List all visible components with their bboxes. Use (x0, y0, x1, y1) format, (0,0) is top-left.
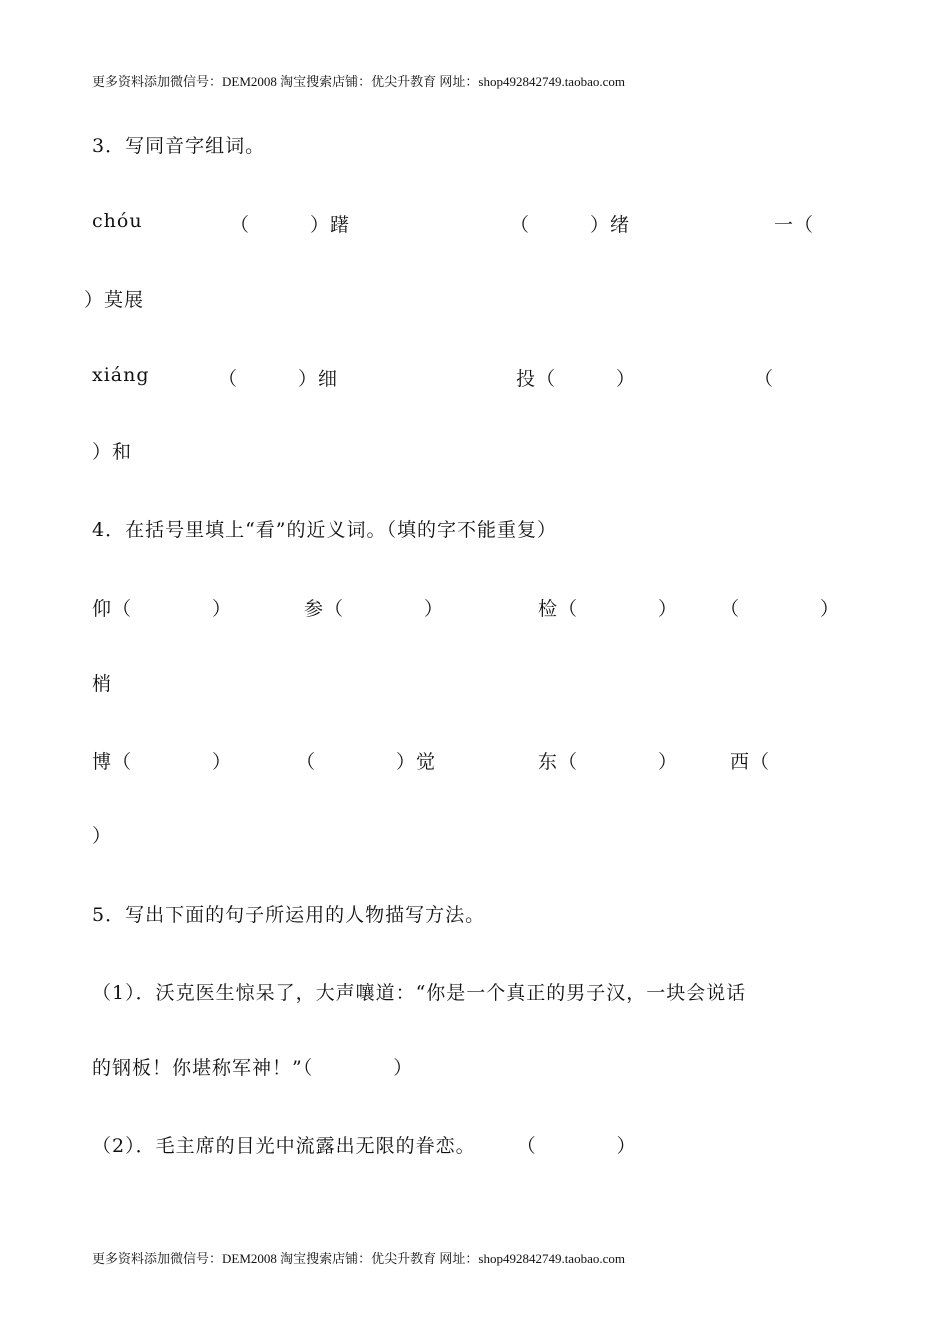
q5-sentence1-line2: 的钢板！你堪称军神！”（ ） (92, 1057, 414, 1079)
q3-row1-item3-start: 一（ (774, 214, 815, 236)
q4-row2-item1: 博（ ） (92, 751, 233, 773)
q3-row1-item2: （ ）绪 (510, 214, 631, 236)
q4-row1-item3: 检（ ） (538, 598, 679, 620)
q3-row2-item1: （ ）细 (218, 368, 339, 390)
header-note: 更多资料添加微信号：DEM2008 淘宝搜索店铺：优尖升教育 网址：shop492842749.taobao.com (92, 74, 625, 89)
q5-sentence1-line1: （1）．沃克医生惊呆了，大声嚷道：“你是一个真正的男子汉，一块会说话 (92, 982, 747, 1004)
q3-row1-pinyin: chóu (92, 210, 143, 232)
q3-row2-item2: 投（ ） (516, 368, 637, 390)
q4-title: 4．在括号里填上“看”的近义词。（填的字不能重复） (92, 519, 558, 541)
q3-row2-item3-end: ）和 (92, 441, 133, 463)
q4-row1-item2: 参（ ） (304, 598, 445, 620)
q4-row2-item3: 东（ ） (538, 751, 679, 773)
q5-sentence2: （2）．毛主席的目光中流露出无限的眷恋。 （ ） (92, 1135, 637, 1157)
q3-row1-item1: （ ）躇 (230, 214, 351, 236)
q4-row2-item4-start: 西（ (730, 751, 771, 773)
q5-title: 5．写出下面的句子所运用的人物描写方法。 (92, 904, 486, 926)
q4-row1-item4-end: 梢 (92, 673, 113, 695)
q3-title: 3．写同音字组词。 (92, 135, 266, 157)
q3-row2-item3-start: （ (754, 368, 775, 390)
footer-note: 更多资料添加微信号：DEM2008 淘宝搜索店铺：优尖升教育 网址：shop492842749.taobao.com (92, 1251, 625, 1266)
q3-row1-item3-end: ）莫展 (84, 289, 145, 311)
q4-row1-item1: 仰（ ） (92, 598, 233, 620)
q4-row2-item4-end: ） (92, 825, 113, 847)
q4-row2-item2: （ ）觉 (296, 751, 437, 773)
q4-row1-item4-start: （ ） (720, 598, 841, 620)
q3-row2-pinyin: xiáng (92, 364, 150, 386)
